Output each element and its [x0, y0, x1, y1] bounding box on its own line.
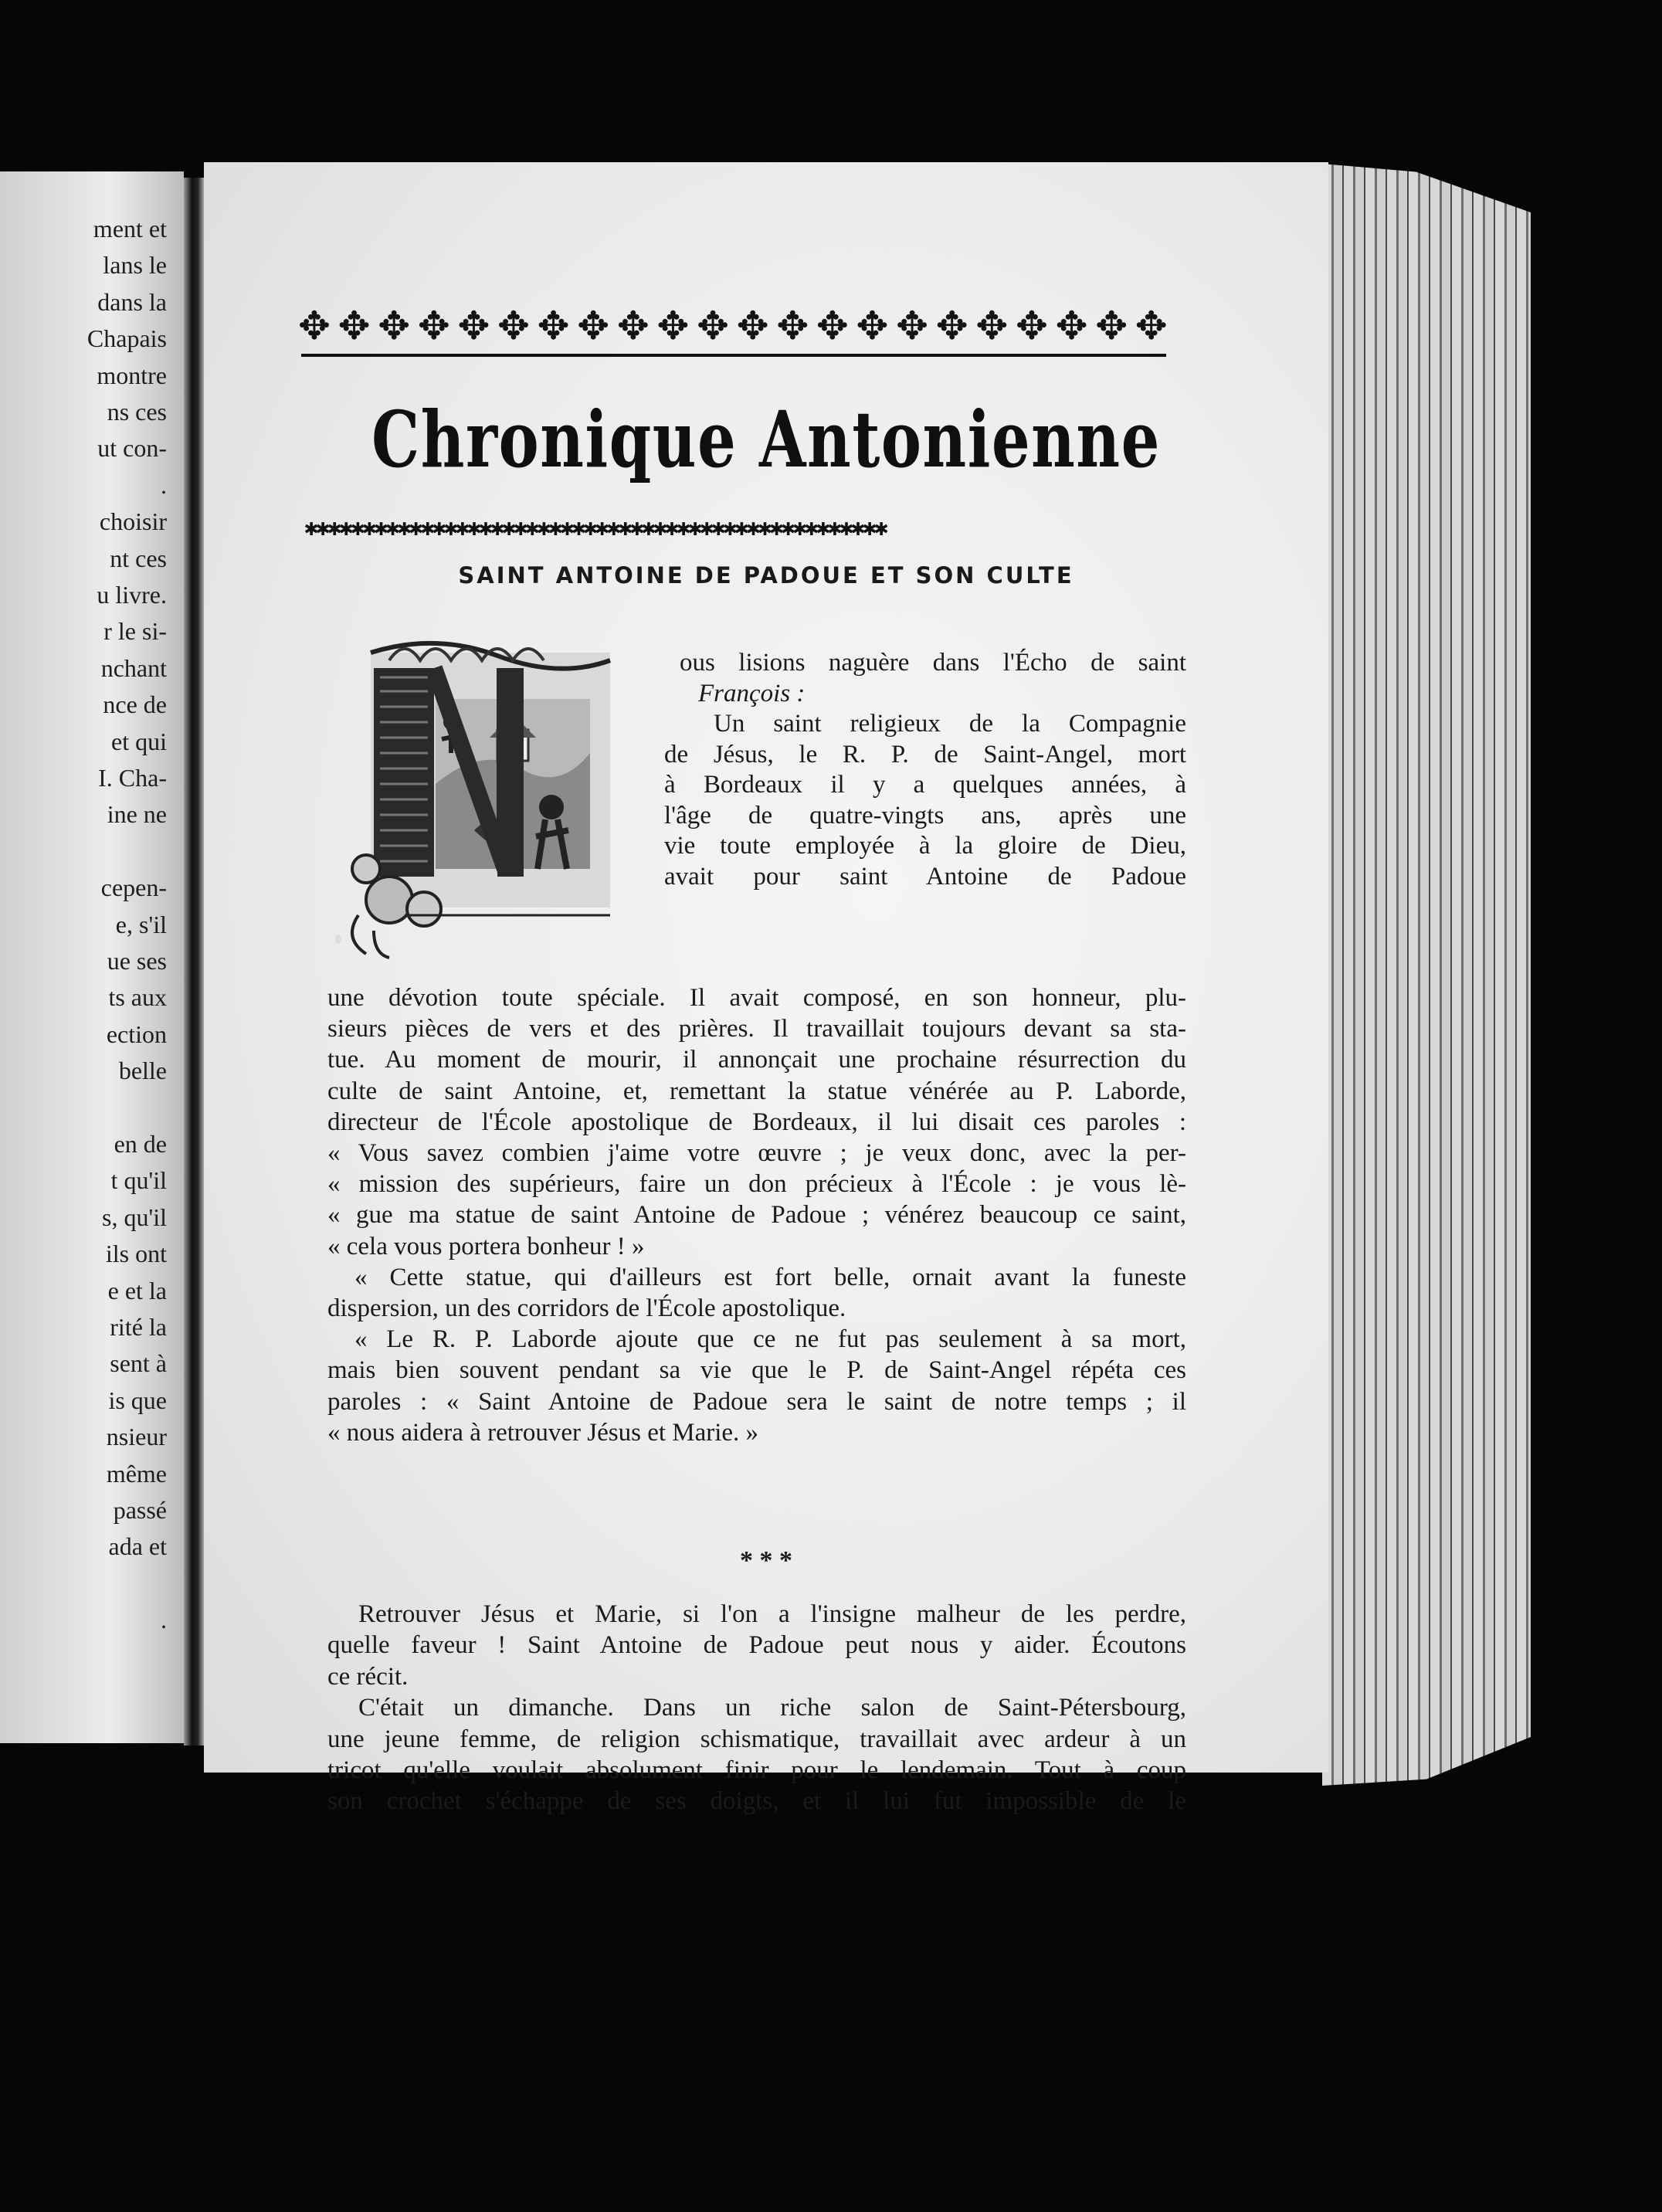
fleuron-border — [298, 303, 1168, 349]
left-page-line: ue ses — [107, 947, 167, 975]
fleuron-ornament: ✥ — [497, 304, 530, 348]
fleuron-ornament: ✥ — [417, 304, 450, 348]
page-edges — [1322, 164, 1531, 1786]
text-line: ous lisions naguère dans l'Écho de saint — [680, 649, 1186, 677]
text-line: directeur de l'École apostolique de Bordeaux, il lui disait ces paroles : — [327, 1108, 1186, 1136]
left-page-line: nchant — [100, 653, 167, 682]
text-line: « nous aidera à retrouver Jésus et Marie. » — [327, 1418, 759, 1447]
text-line: avait pour saint Antoine de Padoue — [664, 862, 1186, 891]
text-line: Retrouver Jésus et Marie, si l'on a l'insigne malheur de les perdre, — [358, 1600, 1186, 1628]
text-line: tricot qu'elle voulait absolument finir pour le lendemain. Tout à coup — [327, 1756, 1186, 1784]
text-line: vie toute employée à la gloire de Dieu, — [664, 832, 1186, 860]
text-line: à Bordeaux il y a quelques années, à — [664, 771, 1186, 799]
left-page-line: e et la — [107, 1276, 167, 1304]
title-rule — [301, 354, 1166, 357]
star-rule: ✱✱✱✱✱✱✱✱✱✱✱✱✱✱✱✱✱✱✱✱✱✱✱✱✱✱✱✱✱✱✱✱✱✱✱✱✱✱✱✱✱✱✱✱✱✱✱✱✱✱ — [304, 514, 887, 541]
fleuron-ornament: ✥ — [616, 304, 650, 348]
fleuron-ornament: ✥ — [935, 304, 968, 348]
text-line: son crochet s'échappe de ses doigts, et il lui fut impossible de le — [327, 1787, 1186, 1816]
text-line: Un saint religieux de la Compagnie — [714, 710, 1186, 738]
fleuron-ornament: ✥ — [1095, 304, 1128, 348]
fleuron-ornament: ✥ — [1135, 304, 1168, 348]
fleuron-ornament: ✥ — [896, 304, 929, 348]
text-line: ce récit. — [327, 1662, 409, 1691]
text-line: sieurs pièces de vers et des prières. Il travaillait toujours devant sa sta- — [327, 1015, 1186, 1043]
left-page-line: ils ont — [105, 1240, 167, 1268]
left-page-line: montre — [97, 361, 167, 389]
text-line: « Vous savez combien j'aime votre œuvre ; je veux donc, avec la per- — [327, 1139, 1186, 1167]
left-page-line: en de — [114, 1130, 167, 1158]
left-page-line: ns ces — [107, 398, 167, 426]
illustrated-dropcap-image — [343, 637, 636, 962]
left-page-line: e, s'il — [115, 910, 167, 938]
fleuron-ornament: ✥ — [736, 304, 769, 348]
fleuron-ornament: ✥ — [1015, 304, 1048, 348]
left-page-line: is que — [108, 1386, 167, 1414]
text-line: de Jésus, le R. P. de Saint-Angel, mort — [664, 740, 1186, 768]
left-page-line: nt ces — [110, 544, 167, 572]
fleuron-ornament: ✥ — [337, 304, 371, 348]
left-page-line: nsieur — [106, 1423, 167, 1451]
fleuron-ornament: ✥ — [1055, 304, 1088, 348]
text-line: « cela vous portera bonheur ! » — [327, 1232, 645, 1260]
text-line: tue. Au moment de mourir, il annonçait une prochaine résurrection du — [327, 1046, 1186, 1074]
text-line: François : — [698, 679, 806, 707]
left-page-line: même — [106, 1459, 167, 1488]
text-line: culte de saint Antoine, et, remettant la statue vénérée au P. Laborde, — [327, 1077, 1186, 1105]
section-heading: SAINT ANTOINE DE PADOUE ET SON CULTE — [458, 562, 1074, 589]
left-page-line: r le si- — [103, 617, 167, 646]
fleuron-ornament: ✥ — [816, 304, 849, 348]
left-page-line: sent à — [110, 1349, 167, 1378]
page-title: Chronique Antonienne — [371, 394, 1161, 485]
fleuron-ornament: ✥ — [577, 304, 610, 348]
fleuron-ornament: ✥ — [298, 304, 331, 348]
left-page-line: ine ne — [107, 800, 167, 829]
left-page-line: lans le — [103, 251, 167, 280]
text-line: C'était un dimanche. Dans un riche salon de Saint-Pétersbourg, — [358, 1694, 1186, 1722]
left-page-line: nce de — [103, 690, 167, 719]
fleuron-ornament: ✥ — [537, 304, 570, 348]
fleuron-ornament: ✥ — [378, 304, 411, 348]
left-page-line: ection — [106, 1019, 167, 1048]
right-page — [204, 162, 1328, 1816]
left-page-line: cepen- — [100, 874, 167, 902]
fleuron-ornament: ✥ — [776, 304, 809, 348]
left-page-line: et qui — [111, 727, 167, 755]
left-page-line: dans la — [97, 287, 167, 316]
fleuron-ornament: ✥ — [697, 304, 729, 348]
left-page-line: ts aux — [108, 983, 167, 1012]
left-page-line: passé — [113, 1496, 167, 1524]
left-page-line: belle — [118, 1057, 167, 1085]
left-page-line: ut con- — [97, 434, 167, 463]
asterism: * * * — [740, 1546, 792, 1575]
text-line: dispersion, un des corridors de l'École apostolique. — [327, 1294, 846, 1322]
text-line: paroles : « Saint Antoine de Padoue sera le saint de notre temps ; il — [327, 1387, 1186, 1416]
text-line: quelle faveur ! Saint Antoine de Padoue peut nous y aider. Écoutons — [327, 1631, 1186, 1660]
left-page-line: . — [161, 1606, 167, 1634]
text-line: mais bien souvent pendant sa vie que le P. de Saint-Angel répéta ces — [327, 1356, 1186, 1385]
left-page-line: t qu'il — [110, 1166, 167, 1195]
left-page-line: rité la — [110, 1313, 167, 1341]
left-page-line: Chapais — [86, 324, 167, 353]
text-line: une jeune femme, de religion schismatique, travaillait avec ardeur à un — [327, 1725, 1186, 1753]
fleuron-ornament: ✥ — [457, 304, 490, 348]
fleuron-ornament: ✥ — [975, 304, 1009, 348]
left-page-line: ment et — [93, 215, 167, 243]
text-line: l'âge de quatre-vingts ans, après une — [664, 801, 1186, 830]
left-page-line: s, qu'il — [102, 1203, 167, 1231]
fleuron-ornament: ✥ — [856, 304, 889, 348]
book-gutter — [184, 178, 204, 1746]
text-line: « Le R. P. Laborde ajoute que ce ne fut pas seulement à sa mort, — [354, 1325, 1186, 1354]
left-page-line: choisir — [99, 507, 167, 536]
text-line: « Cette statue, qui d'ailleurs est fort belle, ornait avant la funeste — [354, 1263, 1186, 1291]
left-page-line: ada et — [108, 1532, 167, 1561]
text-line: une dévotion toute spéciale. Il avait composé, en son honneur, plu- — [327, 984, 1186, 1012]
text-line: « mission des supérieurs, faire un don précieux à l'École : je vous lè- — [327, 1170, 1186, 1199]
fleuron-ornament: ✥ — [656, 304, 690, 348]
left-page-line: I. Cha- — [98, 764, 167, 792]
text-line: « gue ma statue de saint Antoine de Padoue ; vénérez beaucoup ce saint, — [327, 1201, 1186, 1230]
left-page-line: u livre. — [97, 581, 167, 609]
left-page-line: . — [161, 470, 167, 499]
left-page — [0, 171, 184, 1743]
